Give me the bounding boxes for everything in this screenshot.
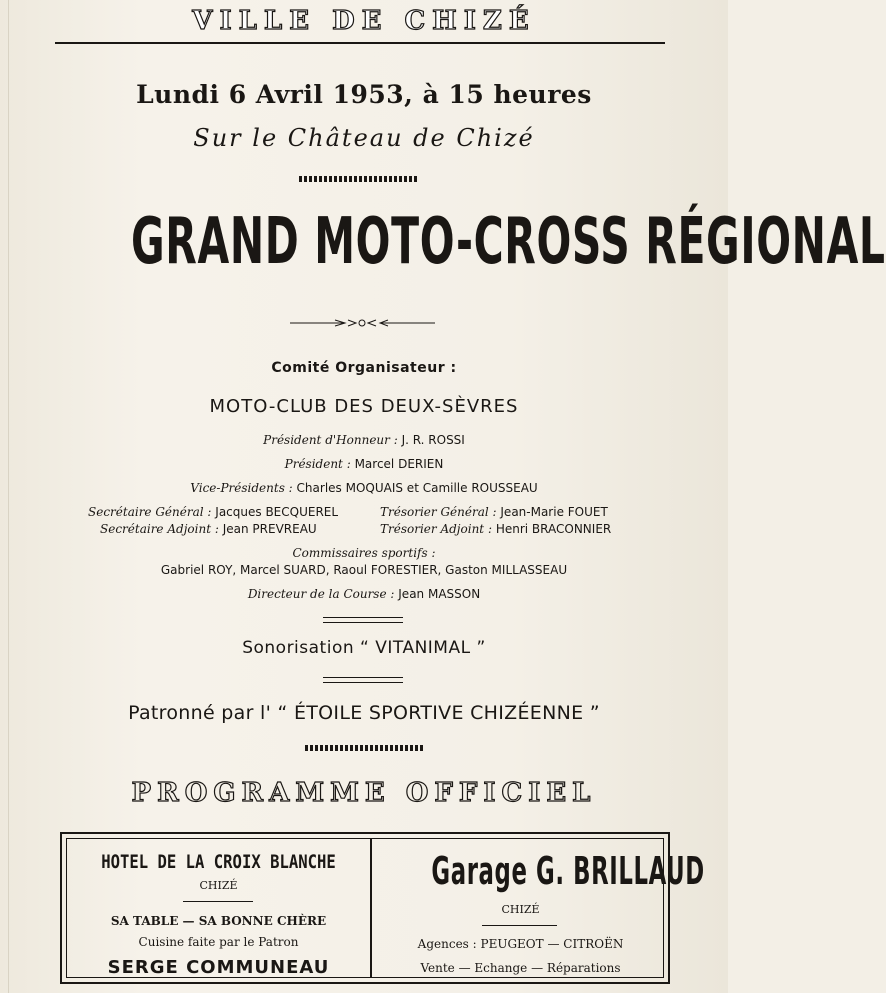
role-label: Secrétaire Adjoint :: [100, 522, 219, 536]
committee-row: [380, 505, 608, 519]
role-label: Président :: [284, 457, 351, 471]
advertisement-box: [60, 832, 705, 984]
committee-row: [0, 433, 728, 447]
hotel-owner: SERGE COMMUNEAU: [107, 957, 330, 978]
double-rule: [323, 677, 403, 683]
double-rule: [323, 617, 403, 623]
committee-row: [0, 563, 728, 577]
role-label: Trésorier Général :: [380, 505, 497, 519]
member-name: Jean PREVREAU: [222, 522, 317, 536]
committee-row: [0, 457, 728, 471]
role-label: Président d'Honneur :: [263, 433, 398, 447]
role-label: Directeur de la Course :: [247, 587, 395, 601]
short-rule: [482, 925, 557, 926]
member-name: J. R. ROSSI: [401, 433, 465, 447]
committee-row: [0, 546, 728, 560]
member-name: Jacques BECQUEREL: [215, 505, 339, 519]
committee-row: [100, 522, 317, 536]
hotel-town: CHIZÉ: [199, 879, 238, 892]
club-name: MOTO-CLUB DES DEUX-SÈVRES: [209, 396, 519, 417]
dotted-divider: [305, 745, 425, 751]
garage-name: Garage G. BRILLAUD: [431, 849, 705, 893]
role-label: Trésorier Adjoint :: [380, 522, 492, 536]
garage-services: Vente — Echange — Réparations: [420, 961, 621, 975]
member-name: Jean MASSON: [398, 587, 481, 601]
advertisement-inner-frame: [66, 838, 705, 978]
hotel-tagline: SA TABLE — SA BONNE CHÈRE: [110, 914, 327, 928]
sound-sponsor: Sonorisation “ VITANIMAL ”: [242, 638, 486, 658]
dotted-divider: [299, 176, 419, 182]
role-label: Secrétaire Général :: [88, 505, 212, 519]
committee-row: [88, 505, 338, 519]
member-name: Marcel DERIEN: [354, 457, 444, 471]
programme-heading: PROGRAMME OFFICIEL: [131, 778, 597, 808]
town-heading: VILLE DE CHIZÉ: [192, 6, 536, 36]
hotel-cuisine: Cuisine faite par le Patron: [138, 935, 299, 949]
committee-heading: Comité Organisateur :: [271, 360, 457, 376]
garage-brands: Agences : PEUGEOT — CITROËN: [417, 937, 624, 951]
hotel-ad: [67, 839, 370, 977]
ornament-divider: [290, 315, 435, 331]
short-rule: [183, 901, 253, 902]
event-title: GRAND MOTO-CROSS RÉGIONAL: [131, 205, 886, 279]
event-date: Lundi 6 Avril 1953, à 15 heures: [136, 80, 592, 109]
patron-line: Patronné par l' “ ÉTOILE SPORTIVE CHIZÉENNE ”: [128, 702, 600, 724]
committee-row: [0, 481, 728, 495]
garage-town: CHIZÉ: [501, 903, 540, 916]
garage-ad: [372, 839, 705, 977]
event-place: Sur le Château de Chizé: [193, 124, 535, 152]
header-rule: [55, 42, 665, 44]
role-label: Vice-Présidents :: [190, 481, 293, 495]
member-name: Charles MOQUAIS et Camille ROUSSEAU: [296, 481, 538, 495]
member-name: Gabriel ROY, Marcel SUARD, Raoul FORESTIER, Gaston MILLASSEAU: [160, 563, 568, 577]
hotel-name: HOTEL DE LA CROIX BLANCHE: [101, 851, 336, 873]
member-name: Henri BRACONNIER: [495, 522, 612, 536]
committee-row: [380, 522, 611, 536]
committee-row: [0, 587, 728, 601]
member-name: Jean-Marie FOUET: [500, 505, 608, 519]
role-label: Commissaires sportifs :: [292, 546, 436, 560]
